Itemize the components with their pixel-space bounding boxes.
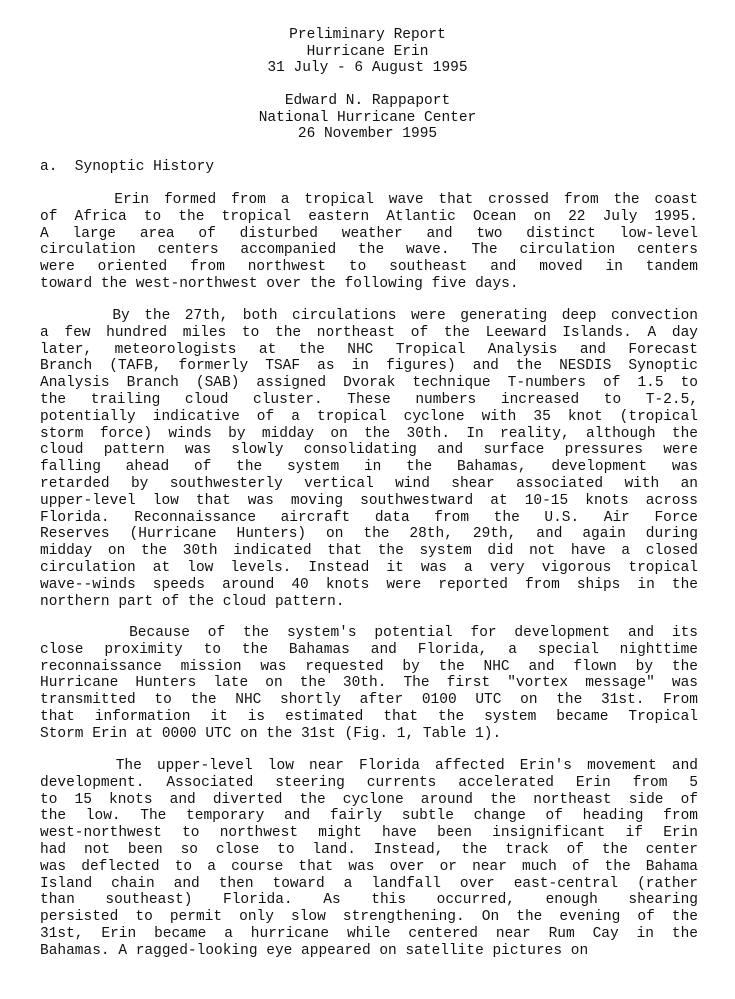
text-line: the low. The temporary and fairly subtle change of heading from: [40, 808, 698, 825]
text-line: Bahamas. A ragged-looking eye appeared on satellite pictures on: [40, 942, 589, 959]
author-block: [0, 93, 735, 143]
text-line: falling ahead of the system in the Bahamas, development was: [40, 459, 698, 476]
text-line: Branch (TAFB, formerly TSAF as in figures) and the NESDIS Synoptic: [40, 358, 698, 375]
organization: National Hurricane Center: [258, 109, 477, 126]
text-line: than southeast) Florida. As this occurred, enough shearing: [40, 892, 698, 909]
text-line: Island chain and then toward a landfall over east-central (rather: [40, 875, 698, 892]
text-line: storm force) winds by midday on the 30th. In reality, although the: [40, 425, 698, 442]
text-line: midday on the 30th indicated that the system did not have a closed: [40, 543, 698, 560]
section-heading: a. Synoptic History: [40, 159, 215, 175]
text-line: circulation at low levels. Instead it was a very vigorous tropical: [40, 559, 698, 576]
text-line: a few hundred miles to the northeast of the Leeward Islands. A day: [40, 324, 698, 341]
text-line: Because of the system's potential for development and its: [40, 625, 698, 641]
text-line: close proximity to the Bahamas and Florida, a special nighttime: [40, 641, 698, 658]
text-line: later, meteorologists at the NHC Tropical Analysis and Forecast: [40, 341, 698, 358]
text-line: west-northwest to northwest might have been insignificant if Erin: [40, 825, 698, 842]
text-line: persisted to permit only slow strengthening. On the evening of the: [40, 909, 698, 926]
text-line: transmitted to the NHC shortly after 0100 UTC on the 31st. From: [40, 692, 698, 709]
text-line: 31st, Erin became a hurricane while centered near Rum Cay in the: [40, 925, 698, 942]
report-dates: 31 July - 6 August 1995: [267, 60, 468, 76]
paragraph-2: [40, 308, 698, 610]
report-type: Preliminary Report: [289, 27, 446, 43]
text-line: circulation centers accompanied the wave. The circulation centers: [40, 242, 698, 259]
text-line: A large area of disturbed weather and two distinct low-level: [40, 225, 698, 242]
text-line: was deflected to a course that was over or near much of the Bahama: [40, 858, 698, 875]
text-line: Erin formed from a tropical wave that crossed from the coast: [40, 192, 698, 208]
text-line: reconnaissance mission was requested by the NHC and flown by the: [40, 658, 698, 675]
author-name: Edward N. Rappaport: [284, 93, 451, 109]
text-line: had not been so close to land. Instead, the track of the center: [40, 841, 698, 858]
text-line: the trailing cloud cluster. These numbers increased to T-2.5,: [40, 391, 698, 408]
paragraph-1: [40, 192, 698, 293]
text-line: development. Associated steering currents accelerated Erin from 5: [40, 774, 698, 791]
text-line: cloud pattern was slowly consolidating and surface pressures were: [40, 442, 698, 459]
report-title-block: [0, 27, 735, 77]
paragraph-3: [40, 625, 698, 743]
text-line: that information it is estimated that the system became Tropical: [40, 708, 698, 725]
text-line: wave--winds speeds around 40 knots were reported from ships in the: [40, 576, 698, 593]
text-line: Analysis Branch (SAB) assigned Dvorak technique T-numbers of 1.5 to: [40, 375, 698, 392]
paragraph-4: [40, 758, 698, 960]
text-line: potentially indicative of a tropical cyclone with 35 knot (tropical: [40, 408, 698, 425]
text-line: of Africa to the tropical eastern Atlantic Ocean on 22 July 1995.: [40, 208, 698, 225]
text-line: Reserves (Hurricane Hunters) on the 28th, 29th, and again during: [40, 526, 698, 543]
text-line: Hurricane Hunters late on the 30th. The first "vortex message" was: [40, 675, 698, 692]
text-line: The upper-level low near Florida affected Erin's movement and: [40, 758, 698, 774]
storm-name: Hurricane Erin: [306, 43, 429, 60]
text-line: Storm Erin at 0000 UTC on the 31st (Fig. 1, Table 1).: [40, 725, 502, 742]
text-line: By the 27th, both circulations were generating deep convection: [40, 308, 698, 324]
text-line: toward the west-northwest over the following five days.: [40, 275, 519, 292]
text-line: to 15 knots and diverted the cyclone around the northeast side of: [40, 791, 698, 808]
report-date: 26 November 1995: [297, 126, 438, 142]
text-line: were oriented from northwest to southeast and moved in tandem: [40, 259, 698, 276]
text-line: upper-level low that was moving southwestward at 10-15 knots across: [40, 492, 698, 509]
text-line: Florida. Reconnaissance aircraft data from the U.S. Air Force: [40, 509, 698, 526]
text-line: retarded by southwesterly vertical wind shear associated with an: [40, 475, 698, 492]
text-line: northern part of the cloud pattern.: [40, 593, 345, 610]
